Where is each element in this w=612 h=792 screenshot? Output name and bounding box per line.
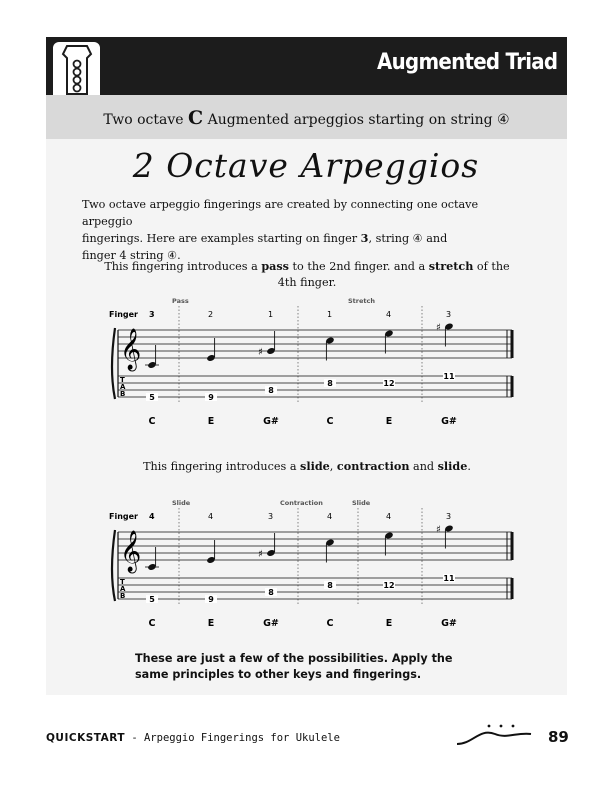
example2-finger-number: 4 bbox=[327, 512, 333, 521]
closing-note bbox=[135, 651, 495, 683]
header-bar bbox=[46, 37, 567, 95]
footer-title: - Arpeggio Fingerings for Ukulele bbox=[125, 732, 340, 744]
subheader-post: Augmented arpeggios starting on string ④ bbox=[203, 112, 510, 128]
footer-text bbox=[46, 732, 340, 744]
example1-tab-number: 5 bbox=[149, 393, 155, 402]
example1-note-name: G# bbox=[263, 416, 279, 427]
example1-finger-number: 2 bbox=[208, 310, 214, 319]
example1-note-name: C bbox=[326, 416, 334, 427]
caption-term: slide bbox=[437, 459, 468, 473]
caption-text: and bbox=[409, 460, 438, 473]
caption-text: This fingering introduces a bbox=[143, 460, 301, 473]
example1-sharp-sign: ♯ bbox=[436, 322, 441, 334]
example2-finger-label: Finger bbox=[109, 512, 138, 521]
example1-sharp-sign: ♯ bbox=[258, 347, 263, 358]
example1-finger-number: 3 bbox=[446, 310, 452, 319]
caption-term: pass bbox=[261, 259, 289, 273]
example1-tab-number: 11 bbox=[443, 372, 455, 381]
intro-line-2 bbox=[82, 230, 532, 247]
example2-finger-number: 4 bbox=[208, 512, 214, 521]
example1-caption bbox=[82, 258, 532, 291]
example2-note-name: C bbox=[148, 618, 156, 629]
closing-note-line-2: same principles to other keys and fingerings. bbox=[135, 668, 422, 681]
example1-note-name: G# bbox=[441, 416, 457, 427]
example1-note-name: E bbox=[207, 416, 215, 427]
example1-tab-clef: T bbox=[120, 376, 125, 384]
example2-finger-number: 4 bbox=[149, 512, 155, 521]
example1-note-name: C bbox=[148, 416, 156, 427]
example1-finger-number: 3 bbox=[149, 310, 155, 319]
example1-tab-clef: A bbox=[120, 383, 126, 391]
example2-finger-number: 4 bbox=[386, 512, 392, 521]
example2-tab-number: 11 bbox=[443, 574, 455, 583]
example2-note-name: E bbox=[385, 618, 393, 629]
example2-notation bbox=[100, 498, 530, 638]
example2-sharp-sign: ♯ bbox=[258, 549, 263, 560]
example2-finger-number: 3 bbox=[268, 512, 274, 521]
example2-treble-clef-icon: 𝄞 bbox=[120, 531, 142, 572]
example1-notation bbox=[100, 296, 530, 436]
subheader-pre: Two octave bbox=[103, 112, 189, 128]
caption-text: of the bbox=[473, 260, 510, 273]
example1-tab-number: 12 bbox=[383, 379, 395, 388]
example2-tab-number: 8 bbox=[268, 588, 274, 597]
example2-note-name: E bbox=[207, 618, 215, 629]
caption-text: . bbox=[467, 460, 471, 473]
intro-paragraph bbox=[82, 196, 532, 264]
example1-annotation: Stretch bbox=[348, 297, 375, 305]
caption-term: contraction bbox=[336, 459, 410, 473]
example2-annotation: Contraction bbox=[280, 499, 323, 507]
example1-annotation: Pass bbox=[172, 297, 189, 305]
example2-annotation: Slide bbox=[172, 499, 191, 507]
page-title: Augmented Triad bbox=[376, 50, 557, 75]
example1-finger-number: 1 bbox=[327, 310, 333, 319]
example2-tab-number: 12 bbox=[383, 581, 395, 590]
caption-term: stretch bbox=[428, 259, 474, 273]
example2-note-name: C bbox=[326, 618, 334, 629]
example2-tab-number: 8 bbox=[327, 581, 333, 590]
example1-finger-label: Finger bbox=[109, 310, 138, 319]
caption-text: 4th finger. bbox=[277, 276, 337, 289]
closing-note-line-1: These are just a few of the possibilities. Apply the bbox=[135, 652, 453, 665]
footer-brand: QUICKSTART bbox=[46, 732, 126, 744]
example1-tab-clef: B bbox=[120, 390, 126, 398]
example1-brace bbox=[112, 328, 115, 399]
example2-note-name: G# bbox=[441, 618, 457, 629]
caption-term: slide bbox=[300, 459, 330, 473]
caption-text: This fingering introduces a bbox=[104, 260, 262, 273]
example1-tab-number: 8 bbox=[327, 379, 333, 388]
intro-line-3: finger 4 string ④. bbox=[82, 249, 181, 262]
section-title: 2 Octave Arpeggios bbox=[132, 146, 480, 185]
example1-finger-number: 1 bbox=[268, 310, 274, 319]
subheader-bar bbox=[46, 95, 567, 139]
example2-note-name: G# bbox=[263, 618, 279, 629]
example2-tab-clef: A bbox=[120, 585, 126, 593]
subheader-key: C bbox=[188, 107, 204, 129]
example2-tab-clef: B bbox=[120, 592, 126, 600]
ukulele-wave-icon bbox=[455, 722, 535, 750]
example2-brace bbox=[112, 530, 115, 601]
example1-treble-clef-icon: 𝄞 bbox=[120, 329, 142, 370]
caption-text: to the 2nd finger. and a bbox=[288, 260, 429, 273]
example2-tab-clef: T bbox=[120, 578, 125, 586]
example1-finger-number: 4 bbox=[386, 310, 392, 319]
example2-tab-number: 9 bbox=[208, 595, 214, 604]
example2-finger-number: 3 bbox=[446, 512, 452, 521]
example1-note-name: E bbox=[385, 416, 393, 427]
example2-sharp-sign: ♯ bbox=[436, 524, 441, 536]
caption-text: , bbox=[329, 460, 337, 473]
subheader-text bbox=[46, 107, 567, 129]
intro-line-1: Two octave arpeggio fingerings are created by connecting one octave arpeggio bbox=[82, 198, 479, 228]
intro-text: fingerings. Here are examples starting on finger bbox=[82, 232, 361, 245]
page-number: 89 bbox=[548, 728, 569, 746]
example2-annotation: Slide bbox=[352, 499, 371, 507]
example2-tab-number: 5 bbox=[149, 595, 155, 604]
example1-tab-number: 8 bbox=[268, 386, 274, 395]
example1-tab-number: 9 bbox=[208, 393, 214, 402]
intro-finger-number: 3 bbox=[360, 231, 369, 245]
example2-caption bbox=[82, 458, 532, 475]
intro-text: , string ④ and bbox=[368, 232, 448, 245]
